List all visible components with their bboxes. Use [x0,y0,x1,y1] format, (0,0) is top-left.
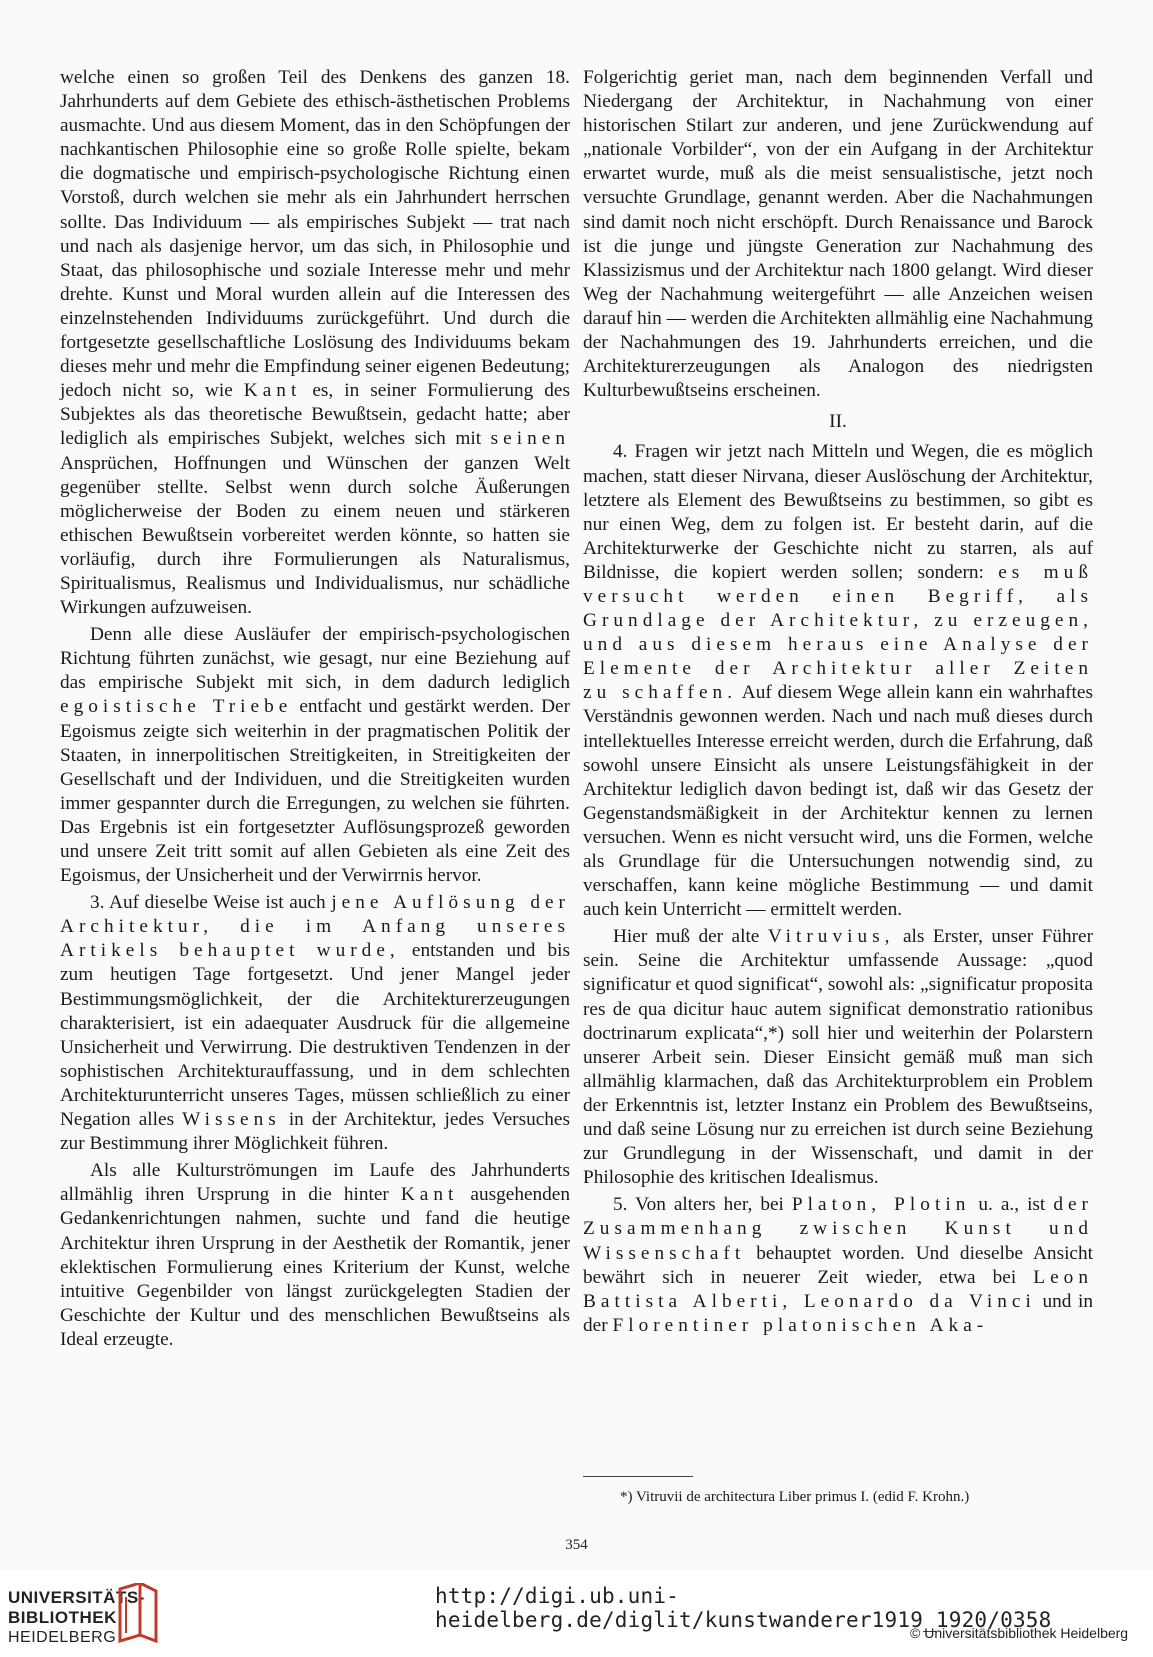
paragraph-text: Auf diesem Wege allein kann ein wahrhaftes Verständnis gewonnen werden. Nach und nach muß dieses durch intellektuelles Interesse erreicht werden, durch die Erfahrung, daß sowohl unsere Einsicht als unsere Leistungsfähigkeit in der Architektur lediglich davon bedingt ist, daß wir das Gesetz der Gegenstandsmäßigkeit in der Architektur kennen zu lernen versuchen. Wenn es nicht versucht wird, uns die Formen, welche als Grundlage für die Untersuchungen notwendig sind, zu verschaffen, kann keine mögliche Bestimmung — und damit auch kein Unterricht — ermittelt werden. [583,682,1093,921]
paragraph [583,1193,1093,1338]
right-text-column [583,66,1093,1338]
spaced-emphasis-text: Platon, Plotin [791,1194,971,1216]
paragraph-text: 4. Fragen wir jetzt nach Mitteln und Wegen, die es möglich machen, statt dieser Nirvana, dieser Auslöschung der Architektur, letztere als Element des Bewußtseins zu bestimmen, so gibt es nur einen Weg, dem zu folgen ist. Er besteht darin, auf die Architekturwerke der Geschichte nicht zu starren, als auf Bildnisse, die kopiert werden sollen; sondern: [583,441,1093,583]
spaced-emphasis-text: egoistische Triebe [60,696,293,718]
paragraph-text: in der Architektur, jedes Versuches zur Bestimmung ihrer Möglichkeit führen. [60,1109,570,1155]
paragraph [60,66,570,620]
spaced-emphasis-text: Leon Battista Alberti, Leonardo da Vinci [583,1266,1093,1312]
spaced-emphasis-text: seinen [490,428,570,450]
paragraph-text: 5. Von alters her, bei [613,1194,792,1216]
logo-line-3: HEIDELBERG [8,1629,117,1646]
paragraph-text: welche einen so großen Teil des Denkens des ganzen 18. Jahrhunderts auf dem Gebiete des ethisch-ästhetischen Problems ausmachte. Und aus diesem Moment, das in den Schöpfungen der nachkantischen Philosophie eine so große Rolle spielte, bekam die dogmatische und empirisch-psychologische Richtung einen Vorstoß, durch welchen sie mehr als ein Jahrhundert herrschen sollte. Das Individuum — als empirisches Subjekt — trat nach und nach als dasjenige hervor, um das sich, in Philosophie und Staat, das philosophische und soziale Interesse mehr und mehr drehte. Kunst und Moral wurden allein auf die Interessen des einzelnstehenden Individuums zurückgeführt. Und durch die fortgesetzte gesellschaftliche Loslösung des Individuums bekam dieses mehr und mehr die Empfindung seiner eigenen Bedeutung; jedoch nicht so, wie [60,67,570,402]
paragraph-text: es, in seiner Formulierung des Subjektes als das theoretische Bewußtsein, gedacht hatte; aber lediglich als empirisches Subjekt, welches sich mit [60,380,570,450]
spaced-emphasis-text: Wissens [182,1109,281,1131]
page-number: 354 [565,1537,588,1553]
spaced-emphasis-text: es muß versucht werden einen Begriff, als Grundlage der Architektur, zu erzeugen, und aus diesem heraus eine Analyse der Elemente der Architektur aller Zeiten zu schaffen. [583,561,1093,704]
footnote: *) Vitruvii de architectura Liber primus I. (edid F. Krohn.) [620,1489,970,1505]
paragraph-text: u. a., ist [970,1194,1054,1216]
paragraph-text: Als alle Kulturströmungen im Laufe des Jahrhunderts allmählig ihren Ursprung in die hinter [60,1160,570,1206]
library-logo-icon [118,1583,158,1643]
paragraph-text: als Erster, unser Führer sein. Seine die Architektur umfassende Aussage: „quod significatur et quod significat“, sowohl als: „significatur proposita res de qua dicitur hauc autem significat demonstratio rationibus doctrinarum explicata“,*) soll hier und weiterhin der Polarstern unserer Arbeit sein. Dieser Einsicht gemäß muß man sich allmählig klarmachen, daß das Architekturproblem ein Problem der Erkenntnis ist, letzter Instanz ein Problem des Bewußtseins, und daß seine Lösung nur zu erreichen ist durch seine Beziehung zur Grundlegung in der Wissenschaft, und damit in der Philosophie des kritischen Idealismus. [583,926,1093,1189]
spaced-emphasis-text: Vitruvius, [767,926,895,948]
spaced-emphasis-text: der Zusammenhang zwischen Kunst und Wissenschaft [583,1194,1093,1264]
paragraph-text: 3. Auf dieselbe Weise ist auch [90,892,332,914]
paragraph [583,440,1093,922]
paragraph [583,925,1093,1190]
section-heading: II. [829,411,847,433]
paragraph [583,66,1093,403]
paragraph-text: Folgerichtig geriet man, nach dem beginnenden Verfall und Niedergang der Architektur, in Nachahmung von einer historischen Stilart zur anderen, und jene Zurückwendung auf „nationale Vorbilder“, von der ein Aufgang in der Architektur erwartet wurde, muß als die meist sensualistische, jetzt noch versuchte Grundlage, genannt werden. Aber die Nachahmungen sind damit noch nicht erschöpft. Durch Renaissance und Barock ist die junge und jüngste Generation zur Nachahmung des Klassizismus und der Architektur nach 1800 gelangt. Wird dieser Weg der Nachahmung weitergeführt — alle Anzeichen weisen darauf hin — werden die Architekten allmählig eine Nachahmung der Nachahmungen des 19. Jahrhunderts erreichen, und die Architekturerzeugungen als Analogon des niedrigsten Kulturbewußtseins erscheinen. [583,67,1093,402]
spaced-emphasis-text: Florentiner platonischen Aka- [612,1314,989,1336]
source-url-link[interactable]: http://digi.ub.uni-heidelberg.de/diglit/kunstwanderer1919_1920/0358 [435,1584,1052,1632]
paragraph-text: entfacht und gestärkt werden. Der Egoismus zeigte sich weiterhin in der pragmatischen Politik der Staaten, in innerpolitischen Streitigkeiten, in Streitigkeiten der Gesellschaft und der Individuen, und die Streitigkeiten wurden immer gespannter durch die Erregungen, zu welchen sie führten. Das Ergebnis ist ein fortgesetzter Auflösungsprozeß geworden und unsere Zeit tritt somit auf allen Gebieten als eine Zeit des Egoismus, der Unsicherheit und der Verwirrnis hervor. [60,696,570,887]
spaced-emphasis-text: Kant [243,380,302,402]
spaced-emphasis-text: jene Auflösung der Architektur, die im Anfang unseres Artikels behauptet wurde, [60,892,570,962]
spaced-emphasis-text: Kant [400,1184,459,1206]
footnote-rule [583,1476,693,1477]
paragraph [60,623,570,888]
paragraph-text: Hier muß der alte [613,926,768,948]
paragraph-text: ausgehenden Gedankenrichtungen nahmen, suchte und fand die heutige Architektur ihren Ursprung in der Aesthetik der Romantik, jener eklektischen Formulierung eines Kriterium der Kunst, welche intuitive Gegenbilder von längst zurückgelegten Stadien der Geschichte der Kultur und des menschlichen Bewußtseins als Ideal erzeugte. [60,1184,570,1350]
logo-line-2: BIBLIOTHEK [8,1608,117,1627]
left-text-column [60,66,570,1352]
paragraph-text: Denn alle diese Ausläufer der empirisch-psychologischen Richtung führten zunächst, wie gesagt, nur eine Beziehung auf das empirische Subjekt mit sich, in dem dadurch lediglich [60,624,570,694]
logo-line-1: UNIVERSITÄTS- [8,1588,145,1607]
paragraph [60,1159,570,1352]
copyright-notice: © Universitätsbibliothek Heidelberg [910,1625,1129,1641]
paragraph-text: entstanden und bis zum heutigen Tage fortgesetzt. Und jener Mangel jeder Bestimmungsmöglichkeit, der die Architekturerzeugungen charakterisiert, ist ein adaequater Ausdruck für die allgemeine Unsicherheit und Verwirrung. Die destruktiven Tendenzen in der sophistischen Architekturauffassung, und in dem schlechten Architekturunterricht unseres Tages, müssen schließlich zu einer Negation alles [60,940,570,1131]
paragraph-text: Ansprüchen, Hoffnungen und Wünschen der ganzen Welt gegenüber stellte. Selbst wenn durch solche Äußerungen möglicherweise der Boden zu einem neuen und stärkeren ethischen Bewußtsein vorbereitet werden könnte, so hatten sie vorläufig, durch ihre Formulierungen als Naturalismus, Spiritualismus, Realismus und Individualismus, nur schädliche Wirkungen aufzuweisen. [60,452,570,619]
paragraph-text: und in der [583,1290,1093,1336]
paragraph [60,891,570,1156]
paragraph-text: behauptet worden. Und dieselbe Ansicht bewährt sich in neuerer Zeit wieder, etwa bei [583,1242,1093,1288]
